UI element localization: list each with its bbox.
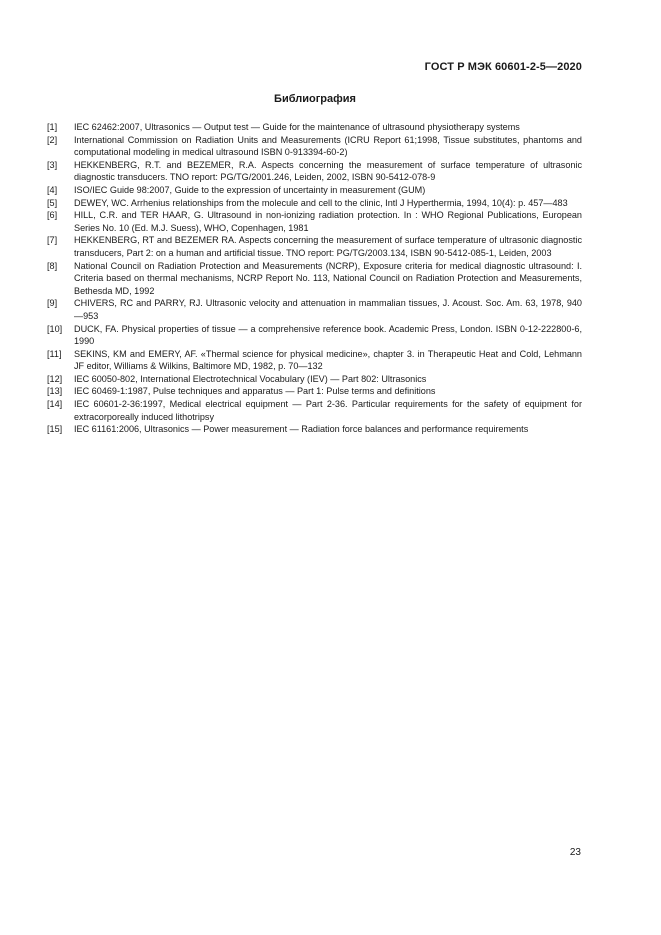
reference-number: [9] (47, 298, 58, 309)
reference-text: DUCK, FA. Physical properties of tissue — a comprehensive reference book. Academic Press, London. ISBN 0-12-222800-6, 1990 (74, 323, 582, 347)
reference-entry (47, 159, 582, 184)
reference-number: [13] (47, 386, 63, 397)
reference-number: [1] (47, 122, 58, 132)
reference-entry (47, 385, 582, 398)
reference-number: [5] (47, 197, 58, 208)
reference-number: [4] (47, 184, 58, 195)
reference-number: [2] (47, 134, 58, 145)
reference-entry (47, 209, 582, 234)
reference-text: National Council on Radiation Protection and Measurements (NCRP), Exposure criteria for medical diagnostic ultrasound: I. Criteria based on thermal mechanisms, NCRP Report No. 113, National Council on Radiation Protection and Measurements, Bethesda MD, 1992 (74, 260, 582, 296)
reference-text: IEC 60050-802, International Electrotechnical Vocabulary (IEV) — Part 802: Ultrasonics (74, 373, 427, 384)
reference-text: ISO/IEC Guide 98:2007, Guide to the expression of uncertainty in measurement (GUM) (74, 184, 426, 195)
reference-number: [10] (47, 323, 63, 334)
reference-text: DEWEY, WC. Arrhenius relationships from the molecule and cell to the clinic, Intl J Hyperthermia, 1994, 10(4): p. 457—483 (74, 197, 568, 208)
reference-text: SEKINS, KM and EMERY, AF. «Thermal science for physical medicine», chapter 3. in Therapeutic Heat and Cold, Lehmann JF editor, Williams & Wilkins, Baltimore MD, 1982, p. 70—132 (74, 348, 582, 372)
reference-entry (47, 297, 582, 322)
reference-text: HEKKENBERG, RT and BEZEMER RA. Aspects concerning the measurement of surface temperature of ultrasonic diagnostic transducers, Part 2: on a human and artificial tissue. TNO report: PG/TG/2003.134, ISBN 90-5412-085-1, Leiden, 2003 (74, 235, 582, 258)
page-number: 23 (569, 847, 581, 858)
reference-number: [7] (47, 235, 58, 246)
reference-text: HEKKENBERG, R.T. and BEZEMER, R.A. Aspects concerning the measurement of surface temperature of ultrasonic diagnostic transducers. TNO report: PG/TG/2001.246, Leiden, 2002, ISBN 90-5412-078-9 (74, 159, 582, 183)
reference-number: [6] (47, 210, 58, 221)
reference-entry (47, 134, 582, 159)
reference-entry (47, 121, 582, 134)
reference-text: International Commission on Radiation Units and Measurements (ICRU Report 61;1998, Tissue substitutes, phantoms and computational modeling in medical ultrasound ISBN 0-913394-60-2) (74, 134, 582, 158)
reference-number: [3] (47, 159, 58, 170)
reference-text: IEC 62462:2007, Ultrasonics — Output test — Guide for the maintenance of ultrasound physiotherapy systems (74, 122, 520, 132)
reference-entry (47, 323, 582, 348)
reference-number: [15] (47, 424, 63, 435)
reference-entry (47, 423, 582, 436)
reference-number: [8] (47, 260, 58, 271)
reference-number: [12] (47, 373, 63, 384)
bibliography-title: Библиография (274, 93, 356, 105)
reference-entry (47, 373, 582, 386)
reference-text: CHIVERS, RC and PARRY, RJ. Ultrasonic velocity and attenuation in mammalian tissues, J. Acoust. Soc. Am. 63, 1978, 940—953 (74, 298, 582, 321)
reference-entry (47, 260, 582, 298)
reference-entry (47, 234, 582, 259)
reference-text: IEC 60469-1:1987, Pulse techniques and apparatus — Part 1: Pulse terms and definitions (74, 386, 436, 397)
reference-number: [14] (47, 399, 63, 410)
reference-entry (47, 398, 582, 423)
reference-text: HILL, C.R. and TER HAAR, G. Ultrasound in non-ionizing radiation protection. In : WHO Regional Publications, European Series No. 10 (Ed. M.J. Suess), WHO, Copenhagen, 1981 (74, 210, 582, 233)
bibliography-list (47, 121, 582, 436)
standard-header: ГОСТ Р МЭК 60601-2-5—2020 (424, 61, 582, 73)
reference-text: IEC 61161:2006, Ultrasonics — Power measurement — Radiation force balances and performance requirements (74, 424, 529, 435)
reference-text: IEC 60601-2-36:1997, Medical electrical equipment — Part 2-36. Particular requirements for the safety of equipment for extracorporeally induced lithotripsy (74, 399, 582, 422)
reference-entry (47, 348, 582, 373)
reference-entry (47, 184, 582, 197)
reference-entry (47, 197, 582, 210)
reference-number: [11] (47, 348, 62, 359)
